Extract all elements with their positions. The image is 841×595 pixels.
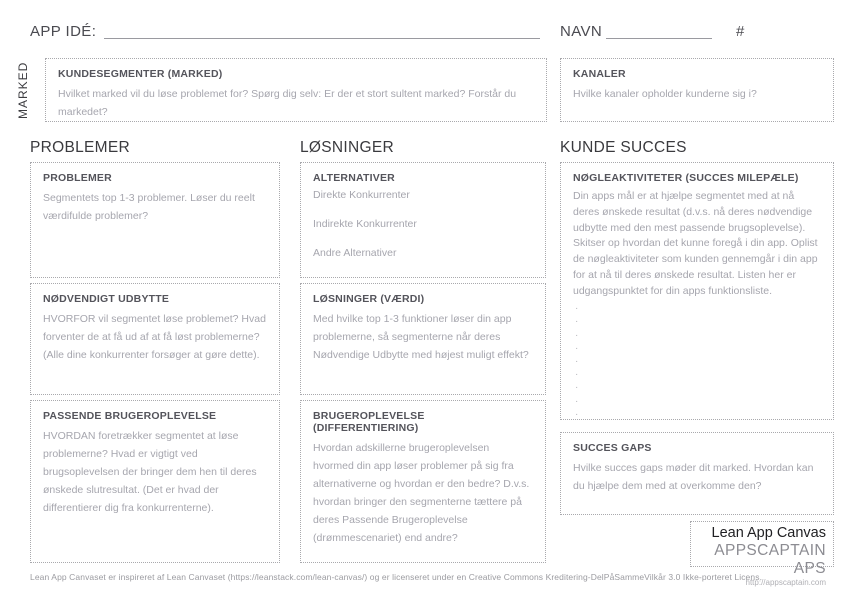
column-header-problemer: PROBLEMER [30, 139, 131, 156]
app-idea-label: APP IDÉ: [30, 23, 97, 40]
name-label: NAVN [560, 23, 603, 40]
app-idea-field [104, 23, 540, 39]
kanaler-body: Hvilke kanaler opholder kunderne sig i? [573, 88, 757, 100]
number-label: # [736, 23, 745, 40]
product-name: Lean App Canvas [711, 525, 826, 541]
kanaler-box [560, 58, 834, 122]
brugeroplevelse-differentiering-box [300, 400, 546, 563]
succes-gaps-title: SUCCES GAPS [573, 442, 652, 454]
nodvendigt-udbytte-title: NØDVENDIGT UDBYTTE [43, 293, 170, 305]
nodvendigt-udbytte-body: HVORFOR vil segmentet løse problemet? Hvad forventer de at få ud af at få løst problemerne? (Alle dine konkurrenter forsøger at gøre dette). [43, 313, 266, 362]
company-name: APPSCAPTAIN APS [714, 542, 826, 577]
losninger-vaerdi-title: LØSNINGER (VÆRDI) [313, 293, 425, 305]
losninger-vaerdi-body: Med hvilke top 1-3 funktioner løser din app problemerne, så segmenterne når deres Nødvendige Udbytte med højest muligt effekt? [313, 313, 529, 362]
bullet-dot: · [575, 356, 579, 368]
branding-box [690, 521, 834, 587]
alternativer-box [300, 162, 546, 278]
bullet-dot: · [575, 316, 579, 328]
alternativer-item-direkte: Direkte Konkurrenter [313, 189, 410, 201]
losninger-vaerdi-box [300, 283, 546, 395]
brugeroplevelse-differentiering-body: Hvordan adskillerne brugeroplevelsen hvormed din app løser problemer på sig fra alternativerne og hvordan er den bedre? D.v.s. hvordan bringer den segmenterne tættere på deres Passende Brugeroplevelse (drømmescenariet) end andre? [313, 442, 530, 545]
passende-brugeroplevelse-title: PASSENDE BRUGEROPLEVELSE [43, 410, 217, 422]
succes-gaps-body: Hvilke succes gaps møder dit marked. Hvordan kan du hjælpe dem med at overkomme den? [573, 462, 814, 493]
problemer-body: Segmentets top 1-3 problemer. Løser du reelt værdifulde problemer? [43, 192, 255, 223]
passende-brugeroplevelse-body: HVORDAN foretrækker segmentet at løse problemerne? Hvad er vigtigt ved brugsoplevelsen der bringer dem hen til deres ønskede slutresultat. (Det er hvad der differentierer dig fra konkurrenterne). [43, 430, 257, 515]
bullet-dot: · [575, 342, 579, 354]
nogleaktiviteter-box [560, 162, 834, 420]
kanaler-title: KANALER [573, 68, 626, 80]
kundesegmenter-box [45, 58, 547, 122]
column-header-losninger: LØSNINGER [300, 139, 394, 156]
marked-side-label: MARKED [16, 61, 30, 119]
license-footer: Lean App Canvaset er inspireret af Lean Canvaset (https://leanstack.com/lean-canvas/) og er licenseret under en Creative Commons Kreditering-DelPåSammeVilkår 3.0 Ikke-porteret Licens. [30, 572, 763, 582]
kundesegmenter-title: KUNDESEGMENTER (MARKED) [58, 68, 223, 80]
problemer-title: PROBLEMER [43, 172, 112, 184]
bullet-dot: · [575, 329, 579, 341]
nogleaktiviteter-title: NØGLEAKTIVITETER (SUCCES MILEPÆLE) [573, 172, 799, 184]
alternativer-title: ALTERNATIVER [313, 172, 395, 184]
column-header-kunde-succes: KUNDE SUCCES [560, 139, 687, 156]
bullet-dot: · [575, 395, 579, 407]
nodvendigt-udbytte-box [30, 283, 280, 395]
problemer-box [30, 162, 280, 278]
alternativer-item-indirekte: Indirekte Konkurrenter [313, 218, 417, 230]
passende-brugeroplevelse-box [30, 400, 280, 563]
bullet-dot: · [575, 408, 579, 420]
company-url: http://appscaptain.com [745, 578, 826, 587]
bullet-dot: · [575, 369, 579, 381]
name-field [606, 23, 712, 39]
nogleaktiviteter-body: Din apps mål er at hjælpe segmentet med at nå deres ønskede resultat (d.v.s. nå deres nødvendige udbytte med den mest passende brugsoplevelse). Skitser op hvordan det kunne foregå i din app. Oplist de nøgleaktiviteter som kunden gennemgår i din app for at nå til deres ønskede resultat. Listen her er udgangspunktet for din apps funktionsliste. [573, 190, 818, 297]
succes-gaps-box [560, 432, 834, 515]
brugeroplevelse-differentiering-title: BRUGEROPLEVELSE (DIFFERENTIERING) [313, 410, 425, 434]
bullet-dot: · [575, 303, 579, 315]
milestone-bullet-list [573, 302, 821, 420]
kundesegmenter-body: Hvilket marked vil du løse problemet for? Spørg dig selv: Er der et stort sultent marked? Forstår du markedet? [58, 88, 517, 119]
alternativer-item-andre: Andre Alternativer [313, 247, 397, 259]
bullet-dot: · [575, 382, 579, 394]
